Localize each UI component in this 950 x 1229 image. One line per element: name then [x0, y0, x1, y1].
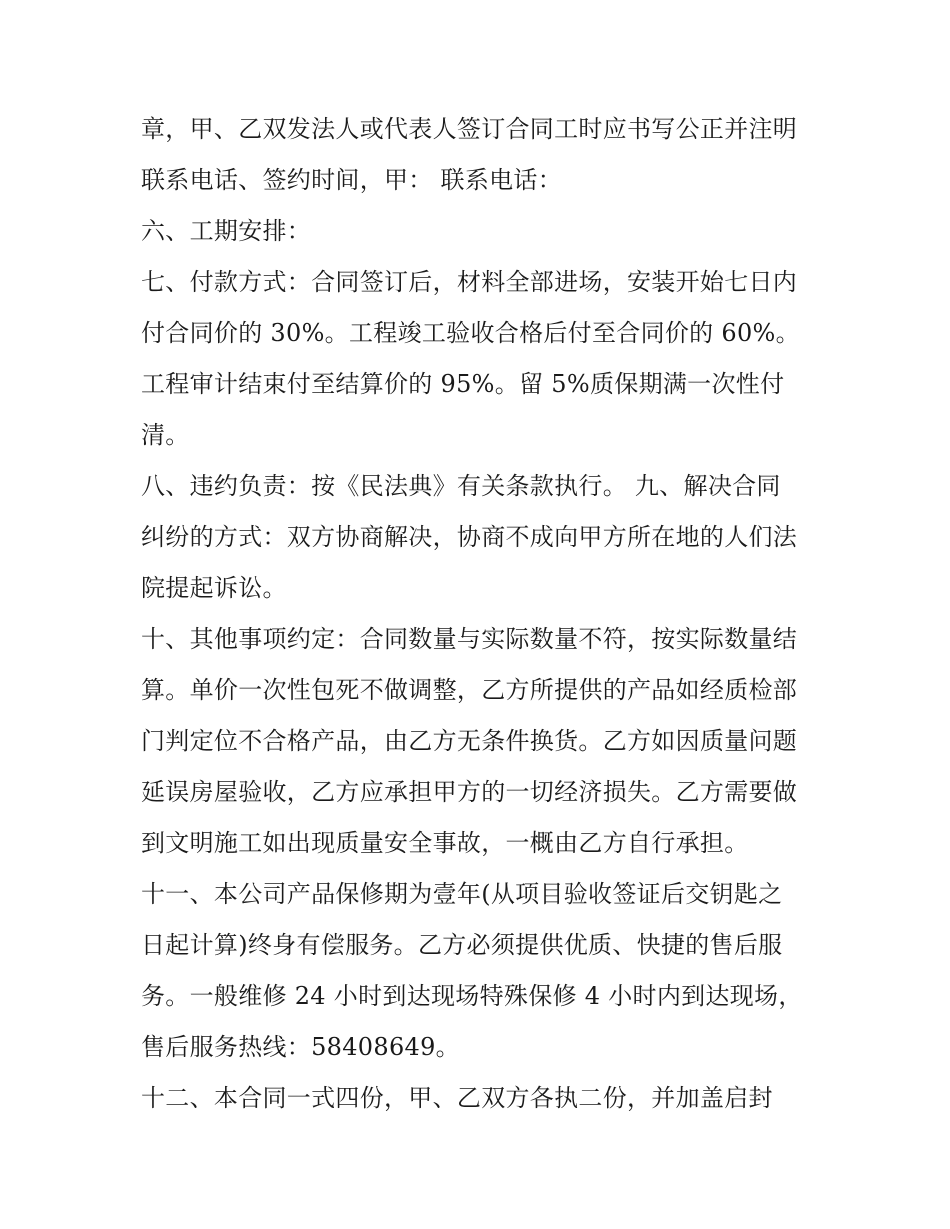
text-line: 门判定位不合格产品，由乙方无条件换货。乙方如因质量问题	[141, 727, 798, 755]
text-line: 十、其他事项约定：合同数量与实际数量不符，按实际数量结	[141, 625, 798, 653]
text-line: 售后服务热线：58408649。	[141, 1033, 460, 1061]
text-line: 十一、本公司产品保修期为壹年(从项目验收签证后交钥匙之	[141, 880, 783, 908]
text-line: 纠纷的方式：双方协商解决，协商不成向甲方所在地的人们法	[141, 523, 798, 551]
text-line: 务。一般维修 24 小时到达现场特殊保修 4 小时内到达现场，	[141, 982, 803, 1010]
text-line: 付合同价的 30%。工程竣工验收合格后付至合同价的 60%。	[141, 319, 800, 347]
text-line: 院提起诉讼。	[141, 574, 287, 602]
text-line: 七、付款方式：合同签订后，材料全部进场，安装开始七日内	[141, 268, 798, 296]
text-line: 联系电话、签约时间，甲： 联系电话：	[141, 166, 563, 194]
text-line: 八、违约负责：按《民法典》有关条款执行。 九、解决合同	[141, 472, 781, 500]
text-line: 日起计算)终身有偿服务。乙方必须提供优质、快捷的售后服	[141, 931, 783, 959]
text-line: 到文明施工如出现质量安全事故，一概由乙方自行承担。	[141, 829, 749, 857]
text-line: 章，甲、乙双发法人或代表人签订合同工时应书写公正并注明	[141, 115, 798, 143]
text-line: 清。	[141, 421, 190, 449]
text-line: 六、工期安排：	[141, 217, 312, 245]
text-line: 工程审计结束付至结算价的 95%。留 5%质保期满一次性付	[141, 370, 785, 398]
text-line: 算。单价一次性包死不做调整，乙方所提供的产品如经质检部	[141, 676, 798, 704]
text-line: 延误房屋验收，乙方应承担甲方的一切经济损失。乙方需要做	[141, 778, 798, 806]
text-line: 十二、本合同一式四份，甲、乙双方各执二份，并加盖启封	[141, 1084, 773, 1112]
